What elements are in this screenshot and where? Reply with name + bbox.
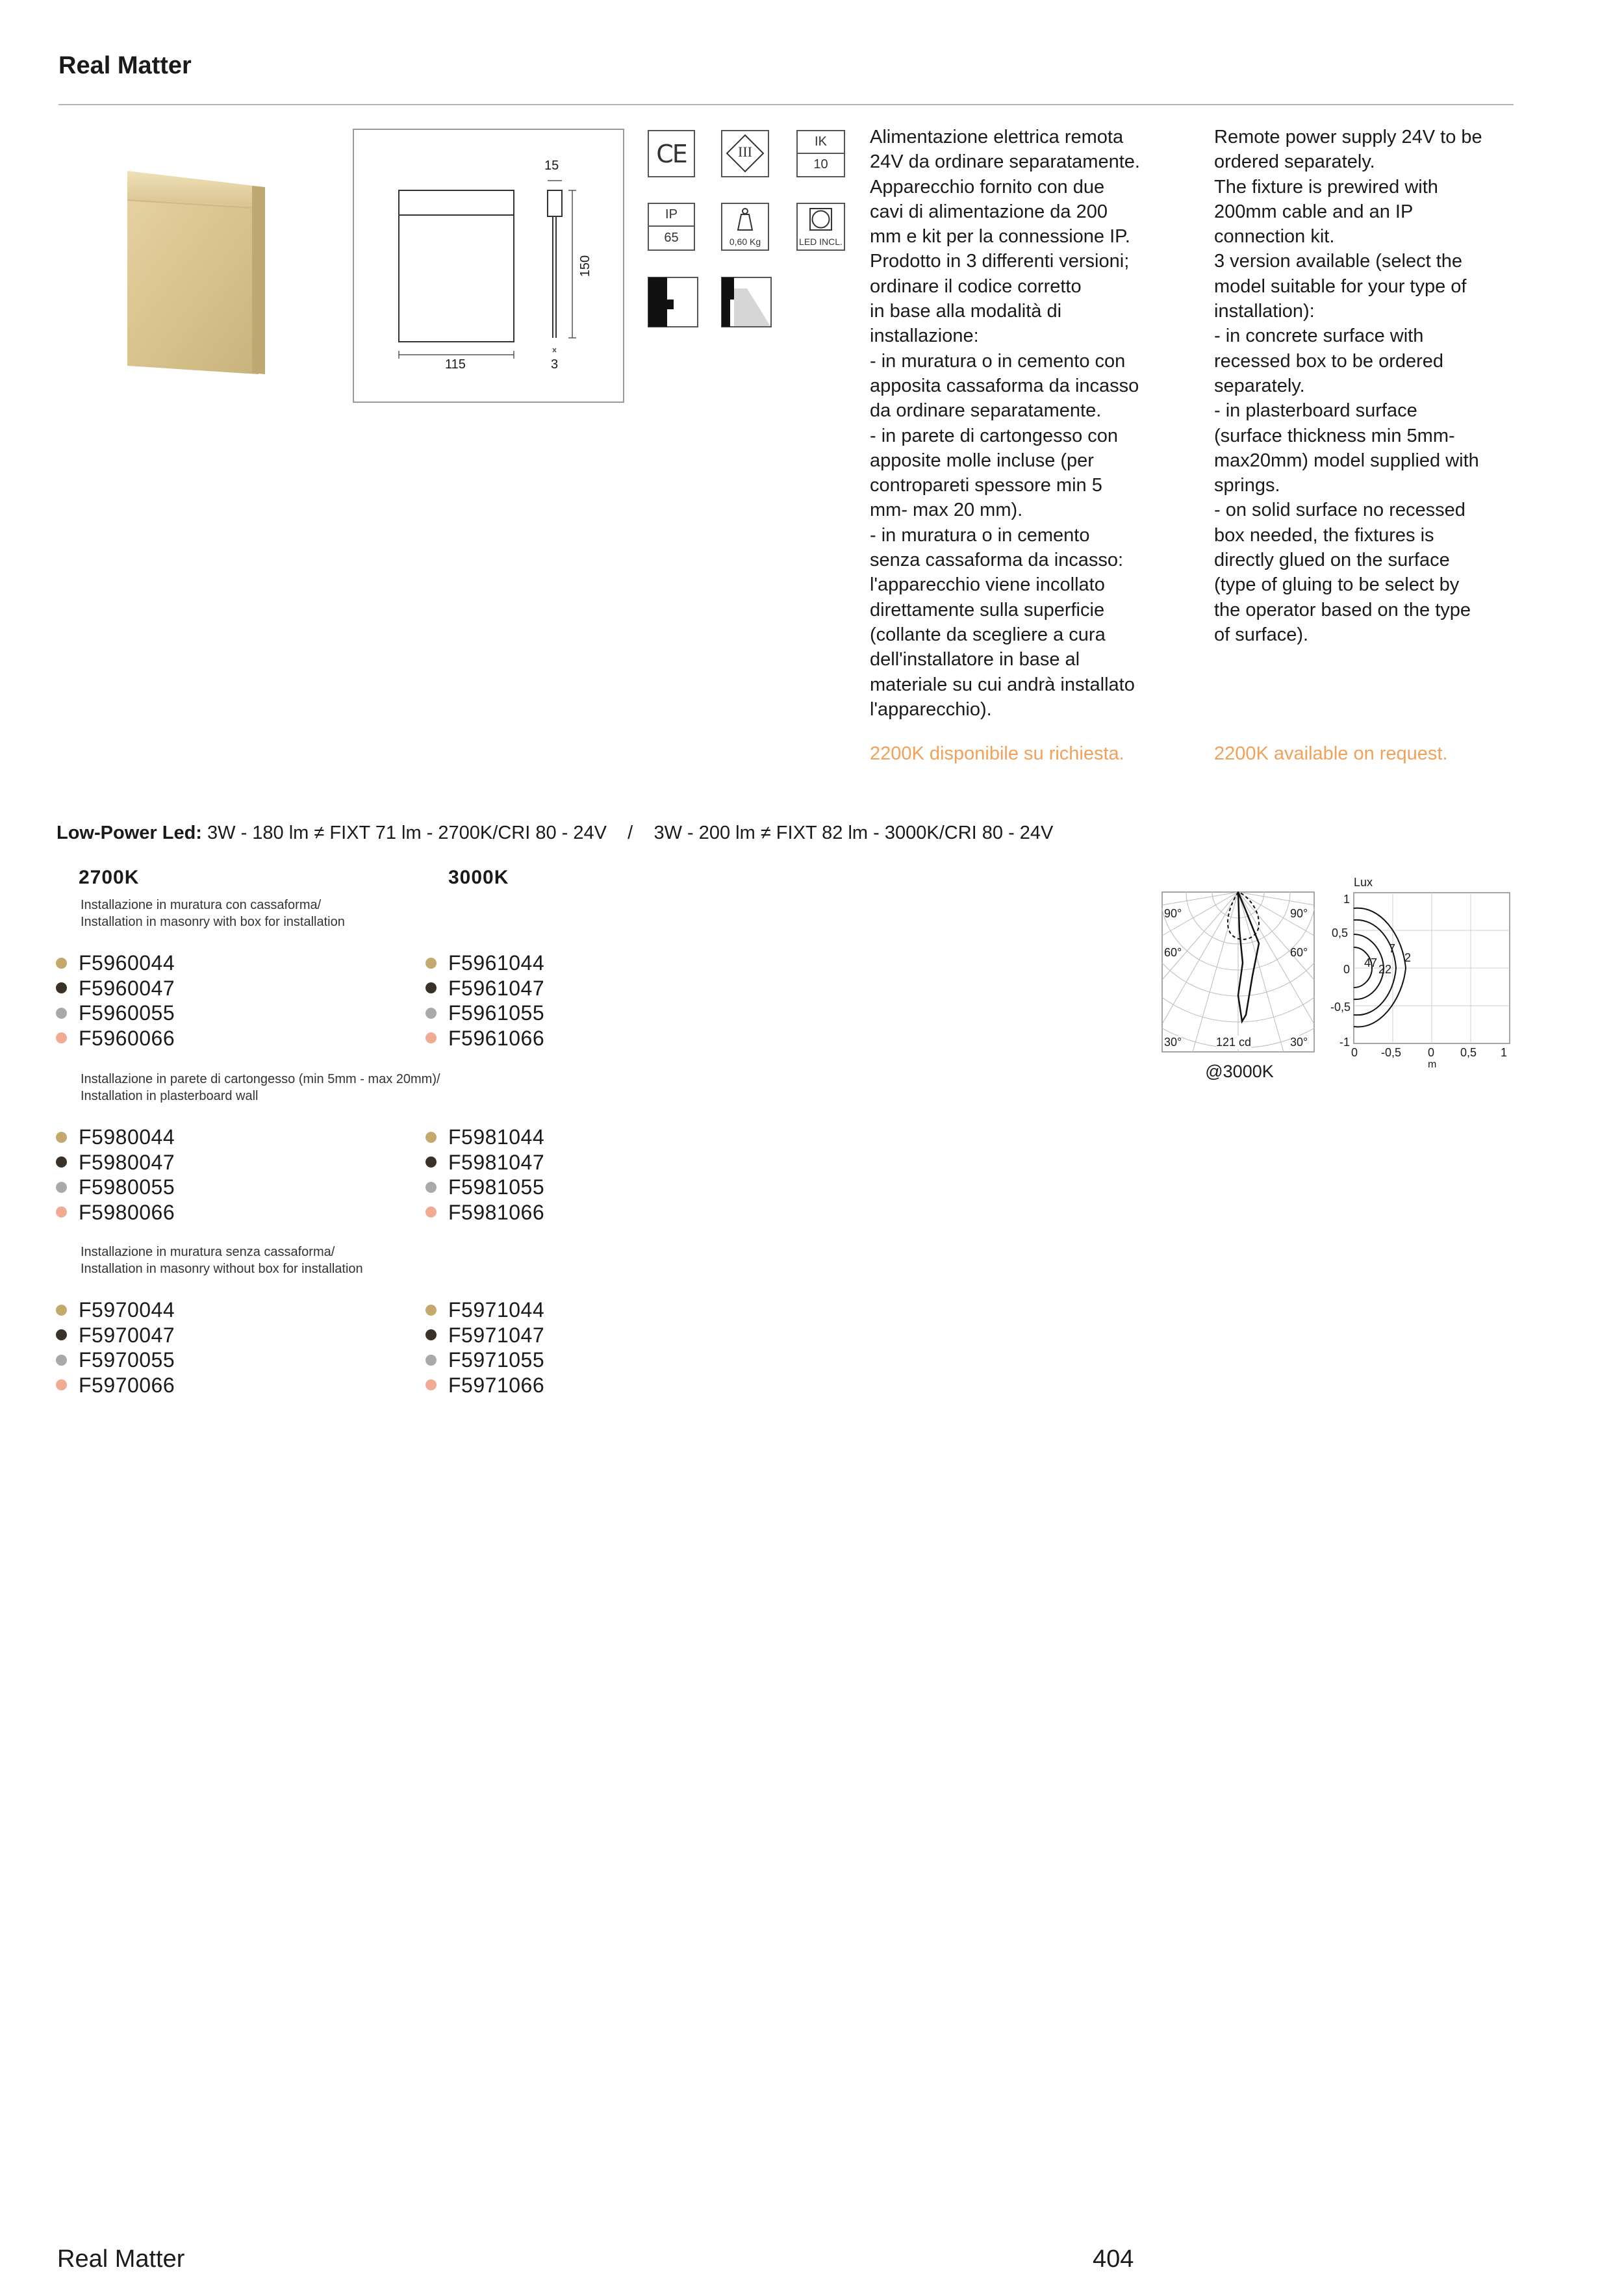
column-header-3000k: 3000K: [448, 867, 509, 888]
finish-swatch: [56, 1305, 67, 1316]
recessed-installation-icon: [648, 277, 698, 327]
finish-swatch: [56, 1379, 67, 1390]
list-item: F5960055: [56, 1001, 175, 1026]
finish-swatch: [56, 1329, 67, 1340]
finish-swatch: [56, 958, 67, 969]
led-specs-text: 3W - 180 lm ≠ FIXT 71 lm - 2700K/CRI 80 - 24V / 3W - 200 lm ≠ FIXT 82 lm - 3000K/CRI 80 - 24V: [201, 823, 1054, 843]
list-item: F5970066: [56, 1373, 175, 1398]
polar-caption: @3000K: [1205, 1062, 1274, 1081]
weight-icon: 0,60 Kg: [721, 203, 769, 251]
column-header-2700k: 2700K: [79, 867, 140, 888]
dim-top-label: 15: [544, 159, 559, 173]
finish-swatch: [425, 1008, 437, 1019]
list-item: F5961055: [425, 1001, 544, 1026]
list-item: F5980047: [56, 1150, 175, 1175]
list-item: F5980066: [56, 1200, 175, 1225]
ik-rating-icon: IK 10: [796, 130, 845, 177]
led-specs-label: Low-Power Led:: [57, 823, 202, 843]
list-item: F5961047: [425, 976, 544, 1001]
group-caption: Installazione in muratura senza cassaforma/ Installation in masonry without box for installation: [81, 1245, 363, 1276]
availability-note-english: 2200K available on request.: [1214, 743, 1448, 764]
technical-drawing: [353, 129, 624, 403]
class-iii-icon: III: [721, 130, 769, 177]
finish-swatch: [425, 1132, 437, 1143]
dim-depth-label: 3: [551, 357, 559, 372]
list-item: F5981066: [425, 1200, 544, 1225]
list-item: F5980055: [56, 1175, 175, 1200]
description-italian: Alimentazione elettrica remota 24V da ordinare separatamente. Apparecchio fornito con due cavi di alimentazione da 200 mm e kit per la connessione IP. Prodotto in 3 differenti versioni; ordinare il codice corretto in base alla modalità di installazione: - in muratura o in cemento con apposita cassaforma da incasso da ordinare separatamente. - in parete di cartongesso con apposite molle incluse (per contropareti spessore min 5 mm- max 20 mm). - in muratura o in cemento senza cassaforma da incasso: l'apparecchio viene incollato direttamente sulla superficie (collante da scegliere a cura dell'installatore in base al materiale su cui andrà installato l'apparecchio).: [870, 127, 1140, 720]
list-item: F5981055: [425, 1175, 544, 1200]
list-item: F5960066: [56, 1026, 175, 1051]
finish-swatch: [425, 1305, 437, 1316]
list-item: F5971047: [425, 1323, 544, 1348]
finish-swatch: [425, 982, 437, 993]
finish-swatch: [56, 1355, 67, 1366]
finish-swatch: [425, 1156, 437, 1168]
list-item: F5971055: [425, 1348, 544, 1373]
finish-swatch: [425, 1032, 437, 1043]
ip-rating-icon: IP 65: [648, 203, 695, 251]
header-divider: [58, 104, 1514, 105]
led-included-icon: LED INCL.: [796, 203, 845, 251]
polar-light-distribution: 90° 90° 60° 60° 30° 121 cd 30°: [1161, 891, 1315, 1053]
finish-swatch: [425, 1207, 437, 1218]
footer-title: Real Matter: [57, 2245, 185, 2273]
finish-swatch: [425, 958, 437, 969]
finish-swatch: [56, 1182, 67, 1193]
finish-swatch: [56, 1156, 67, 1168]
availability-note-italian: 2200K disponibile su richiesta.: [870, 743, 1124, 764]
finish-swatch: [56, 1132, 67, 1143]
ce-mark-icon: CE: [648, 130, 695, 177]
list-item: F5981047: [425, 1150, 544, 1175]
code-list-3000k: [425, 1125, 544, 1225]
list-item: F5961044: [425, 951, 544, 976]
group-caption: Installazione in parete di cartongesso (min 5mm - max 20mm)/ Installation in plasterboard wall: [81, 1072, 440, 1103]
finish-swatch: [56, 1032, 67, 1043]
dim-width-label: 115: [445, 357, 466, 372]
page-number: 404: [1093, 2245, 1134, 2273]
finish-swatch: [425, 1355, 437, 1366]
list-item: F5970047: [56, 1323, 175, 1348]
description-english: Remote power supply 24V to be ordered separately. The fixture is prewired with 200mm cable and an IP connection kit. 3 version available (select the model suitable for your type of installation): - in concrete surface with recessed box to be ordered separately. - in plasterboard surface (surface thickness min 5mm- max20mm) model supplied with springs. - on solid surface no recessed box needed, the fixtures is directly glued on the surface (type of gluing to be select by the operator based on the type of surface).: [1214, 127, 1482, 645]
list-item: F5980044: [56, 1125, 175, 1150]
code-list-2700k: [56, 1297, 175, 1398]
finish-swatch: [56, 1008, 67, 1019]
light-emission-icon: [721, 277, 772, 327]
list-item: F5971044: [425, 1297, 544, 1323]
list-item: F5981044: [425, 1125, 544, 1150]
dim-height-label: 150: [578, 255, 593, 277]
finish-swatch: [425, 1182, 437, 1193]
product-image: [122, 168, 272, 374]
code-list-3000k: [425, 1297, 544, 1398]
list-item: F5960047: [56, 976, 175, 1001]
code-list-2700k: [56, 951, 175, 1051]
list-item: F5960044: [56, 951, 175, 976]
list-item: F5971066: [425, 1373, 544, 1398]
isolux-diagram: Lux 1 0,5 0 -0,5 -1 0 -0,5 0 0,5 1 m 47 7 2 22: [1341, 876, 1512, 1071]
finish-swatch: [56, 982, 67, 993]
finish-swatch: [425, 1329, 437, 1340]
list-item: F5970044: [56, 1297, 175, 1323]
finish-swatch: [56, 1207, 67, 1218]
group-caption: Installazione in muratura con cassaforma/ Installation in masonry with box for installation: [81, 898, 345, 929]
led-specs: [57, 823, 1053, 844]
list-item: F5961066: [425, 1026, 544, 1051]
code-list-2700k: [56, 1125, 175, 1225]
code-list-3000k: [425, 951, 544, 1051]
page-title: Real Matter: [58, 52, 192, 79]
finish-swatch: [425, 1379, 437, 1390]
list-item: F5970055: [56, 1348, 175, 1373]
